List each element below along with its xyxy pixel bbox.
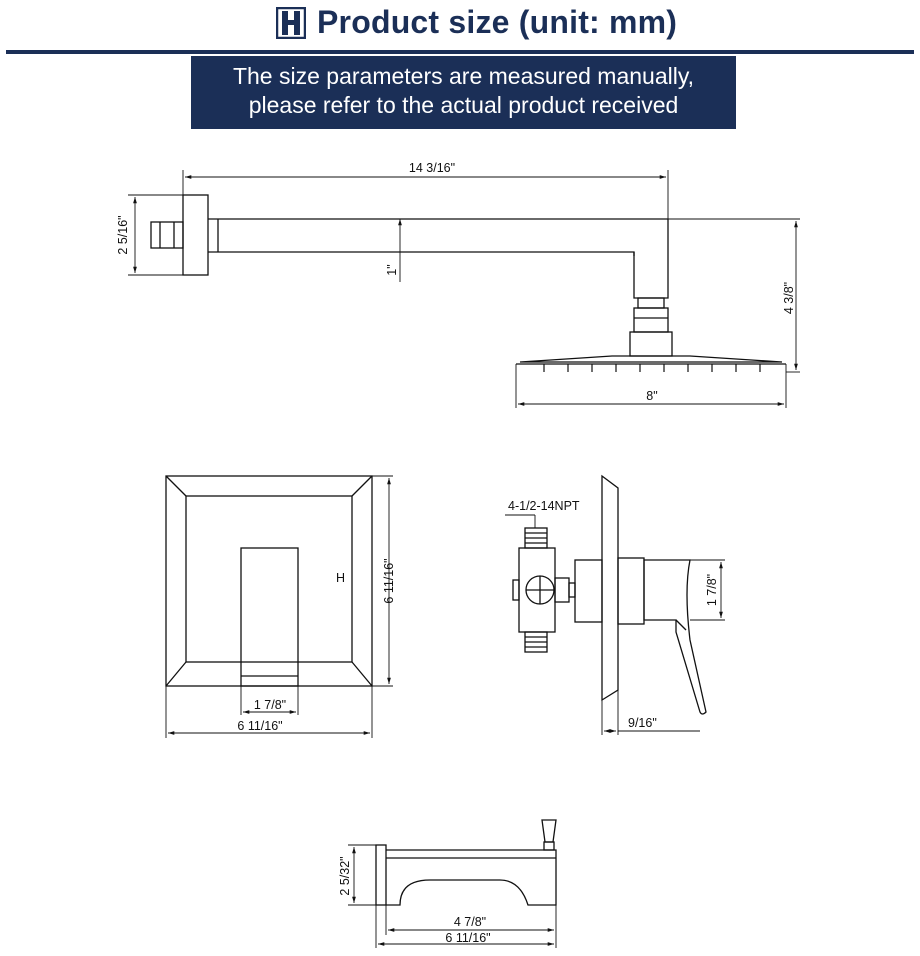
notice-line-2: please refer to the actual product received (248, 92, 679, 118)
trim-label-h: H (336, 571, 346, 585)
flange-height-label: 2 5/16" (116, 215, 130, 255)
page-title: Product size (unit: mm) (317, 4, 678, 40)
spout-height-label: 2 5/32" (338, 856, 352, 896)
tub-spout-drawing (376, 820, 556, 905)
arm-thickness-label: 1" (385, 264, 399, 276)
spout-reach-label: 4 7/8" (453, 915, 487, 929)
total-drop-label: 4 3/8" (782, 281, 796, 315)
arm-length-label: 14 3/16" (408, 161, 456, 175)
trim-width-label: 6 11/16" (237, 719, 283, 733)
connection-label: 4-1/2-14NPT (508, 499, 580, 513)
trim-height-label: 6 11/16" (382, 558, 396, 604)
spout-length-label: 6 11/16" (445, 931, 491, 945)
valve-handle-height-label: 1 7/8" (705, 573, 719, 607)
notice-line-1: The size parameters are measured manually, (232, 63, 695, 89)
head-width-label: 8" (646, 389, 658, 403)
shower-arm-drawing (151, 195, 786, 372)
handle-width-label: 1 7/8" (253, 698, 287, 712)
valve-depth-label: 9/16" (628, 716, 657, 730)
shower-arm-dimensions (128, 170, 800, 408)
